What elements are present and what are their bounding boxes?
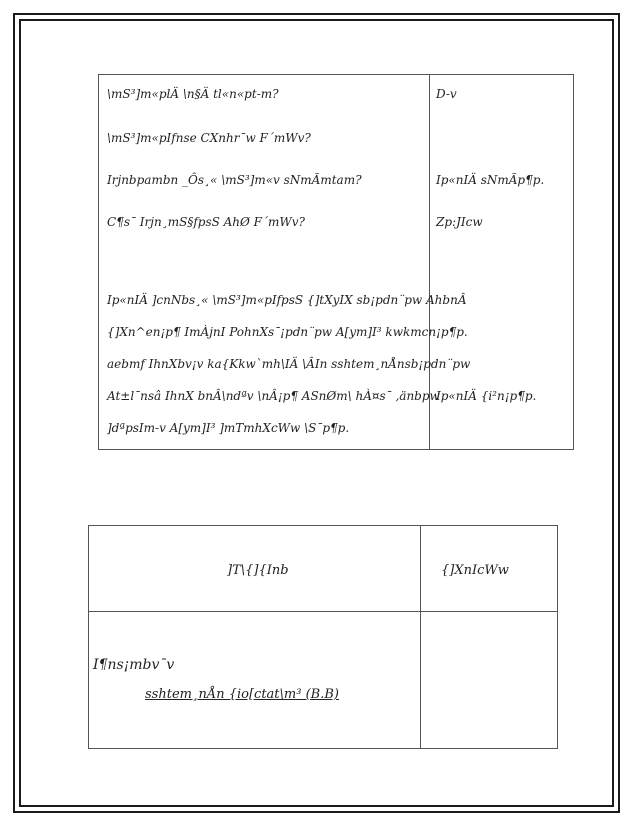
paragraph-line-3: aebmf IhnXbv¡v ka{Kkw`mh\IÄ \ÂIn sshtem¸nÅnsb¡pdn¨pw — [107, 357, 471, 371]
header-process: ]T\{]{Inb — [227, 563, 289, 578]
header-divider — [89, 611, 557, 612]
header-response: {]XnIcWw — [441, 563, 509, 578]
process-response-table — [88, 525, 558, 749]
question-4: C¶s¯ Irjn¸mS§fpsS AhØ F´mWv? — [107, 215, 305, 229]
section-subtitle: sshtem¸nÅn {io[ctat\m³ (B.B) — [145, 687, 339, 702]
answer-4: Zp:JIcw — [436, 215, 483, 229]
question-answer-table — [98, 74, 574, 450]
paragraph-line-4: At±l¯nsâ IhnX bnÂ\ndªv \nÂ¡p¶ ASnØm\ hÀ¤s¯ ,änbpw — [107, 389, 440, 403]
paragraph-answer: Ip«nIÄ {i²n¡p¶p. — [436, 389, 537, 403]
paragraph-line-1: Ip«nIÄ ]cnNbs¸« \mS³]m«pIfpsS {]tXyIX sb¡pdn¨pw AhbnÂ — [107, 293, 467, 307]
answer-1: D-v — [436, 87, 457, 101]
question-1: \mS³]m«plÄ \n§Ä tl«n«pt-m? — [107, 87, 279, 101]
paragraph-line-5: ]dªpsIm-v A[ym]I³ ]mTmhXcWw \S¯p¶p. — [107, 421, 350, 435]
section-title: I¶ns¡mbv¯v — [93, 657, 175, 673]
paragraph-line-2: {]Xn^en¡p¶ ImÀjnI PohnXs¯¡pdn¨pw A[ym]I³ kwkmcn¡p¶p. — [107, 325, 468, 339]
question-2: \mS³]m«pIfnse CXnhr¯w F´mWv? — [107, 131, 311, 145]
column-divider — [420, 526, 421, 748]
question-3: Irjnbpambn _Ôs¸« \mS³]m«v sNmÃmtam? — [107, 173, 362, 187]
answer-3: Ip«nIÄ sNmÃp¶p. — [436, 173, 545, 187]
